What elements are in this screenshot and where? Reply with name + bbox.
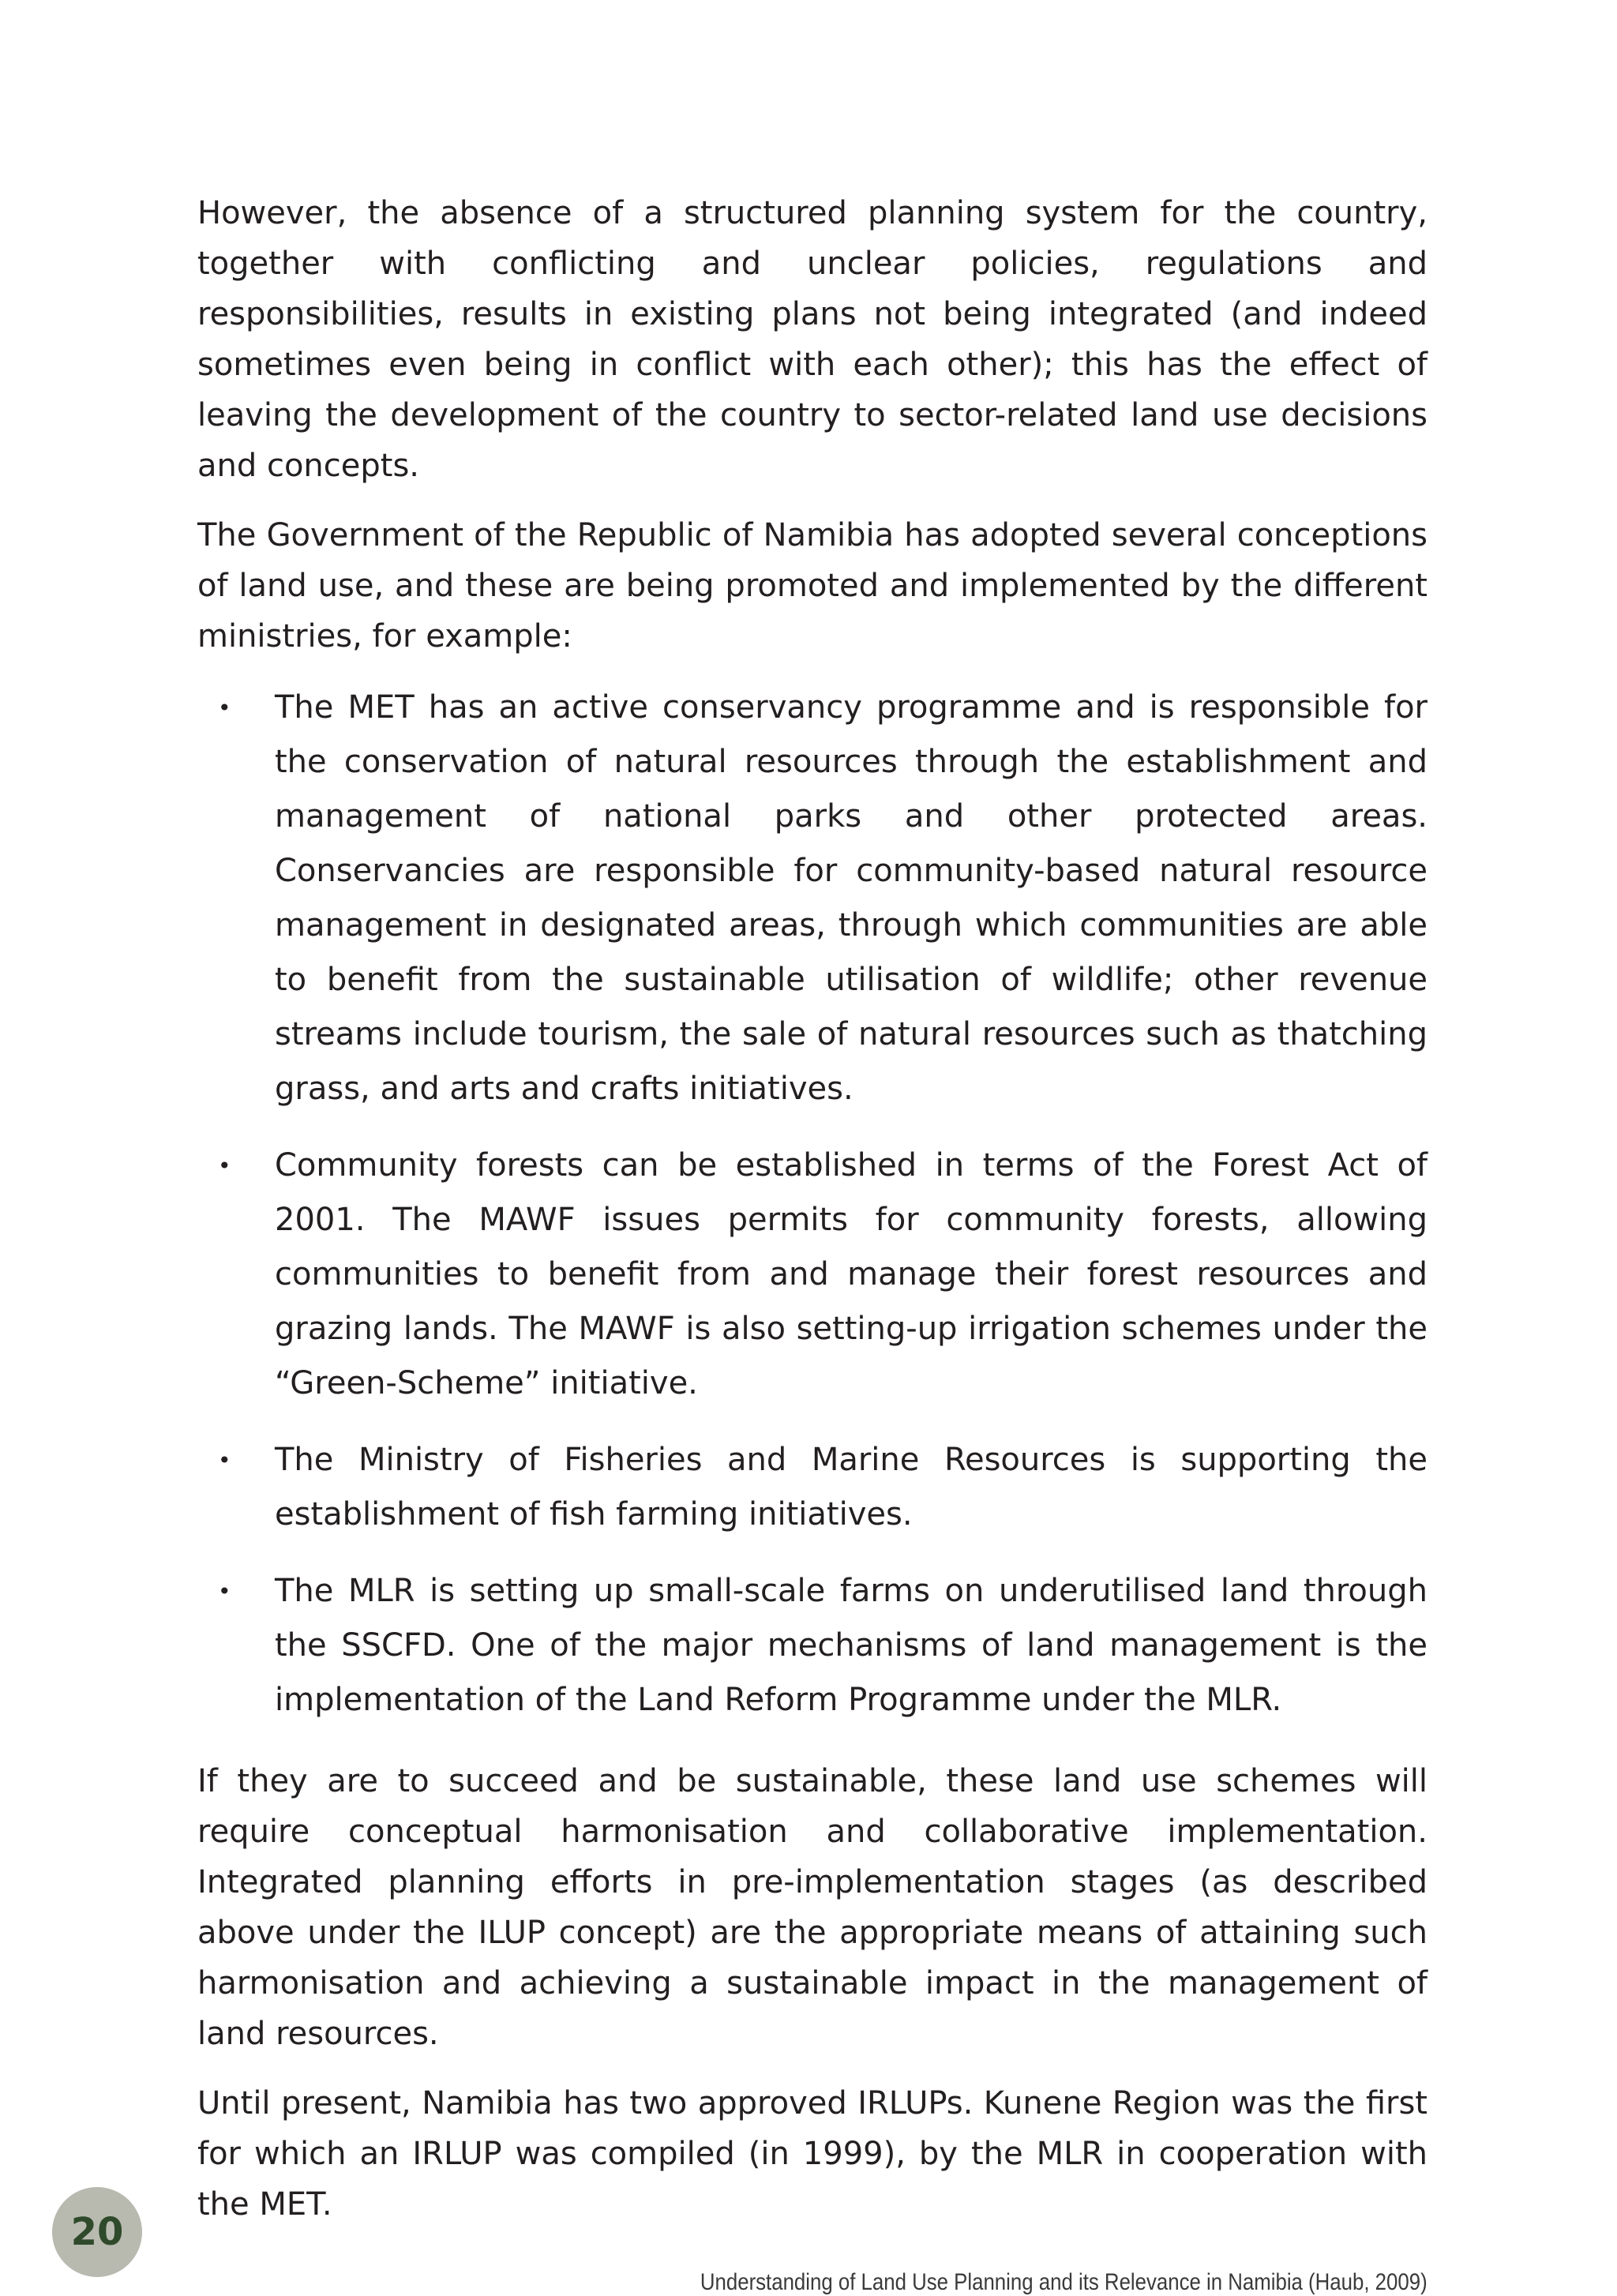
- page-number-badge: [52, 2187, 142, 2277]
- page-content: [197, 188, 1428, 2249]
- body-paragraph: The Government of the Republic of Namibia has adopted several conceptions of land use, and these are being promoted and implemented by the different ministries, for example:: [197, 517, 1428, 655]
- footer-citation: Understanding of Land Use Planning and its Relevance in Namibia (Haub, 2009): [700, 2269, 1428, 2295]
- list-item: [197, 1139, 1428, 1411]
- list-item-text: Community forests can be established in terms of the Forest Act of 2001. The MAWF issues permits for community forests, allowing communities to benefit from and manage their forest resources and grazing lands. The MAWF is also setting-up irrigation schemes under the “Green-Scheme” initiative.: [275, 1147, 1428, 1401]
- list-item-text: The MET has an active conservancy programme and is responsible for the conservation of natural resources through the establishment and management of national parks and other protected areas. Conservancies are responsible for community-based natural resource management in designated areas, through which communities are able to benefit from the sustainable utilisation of wildlife; other revenue streams include tourism, the sale of natural resources such as thatching grass, and arts and crafts initiatives.: [275, 689, 1428, 1107]
- bullet-list: [197, 681, 1428, 1728]
- list-item: [197, 1433, 1428, 1542]
- list-item: [197, 681, 1428, 1116]
- list-item: [197, 1564, 1428, 1728]
- bullet-icon: •: [218, 1578, 231, 1604]
- bullet-icon: •: [218, 695, 231, 721]
- body-paragraph: If they are to succeed and be sustainable, these land use schemes will require conceptual harmonisation and collaborative implementation. Integrated planning efforts in pre-implementation stages (as described above under the ILUP concept) are the appropriate means of attaining such harmonisation and achieving a sustainable impact in the management of land resources.: [197, 1763, 1428, 2052]
- body-paragraph: Until present, Namibia has two approved IRLUPs. Kunene Region was the first for which an IRLUP was compiled (in 1999), by the MLR in cooperation with the MET.: [197, 2085, 1428, 2223]
- bullet-icon: •: [218, 1153, 231, 1179]
- bullet-icon: •: [218, 1447, 231, 1473]
- body-paragraph: However, the absence of a structured planning system for the country, together with conflicting and unclear policies, regulations and responsibilities, results in existing plans not being integrated (and indeed sometimes even being in conflict with each other); this has the effect of leaving the development of the country to sector-related land use decisions and concepts.: [197, 195, 1428, 484]
- list-item-text: The MLR is setting up small-scale farms on underutilised land through the SSCFD. One of the major mechanisms of land management is the implementation of the Land Reform Programme under the MLR.: [275, 1573, 1428, 1718]
- list-item-text: The Ministry of Fisheries and Marine Resources is supporting the establishment of fish farming initiatives.: [275, 1442, 1428, 1533]
- page-number: 20: [70, 2210, 124, 2254]
